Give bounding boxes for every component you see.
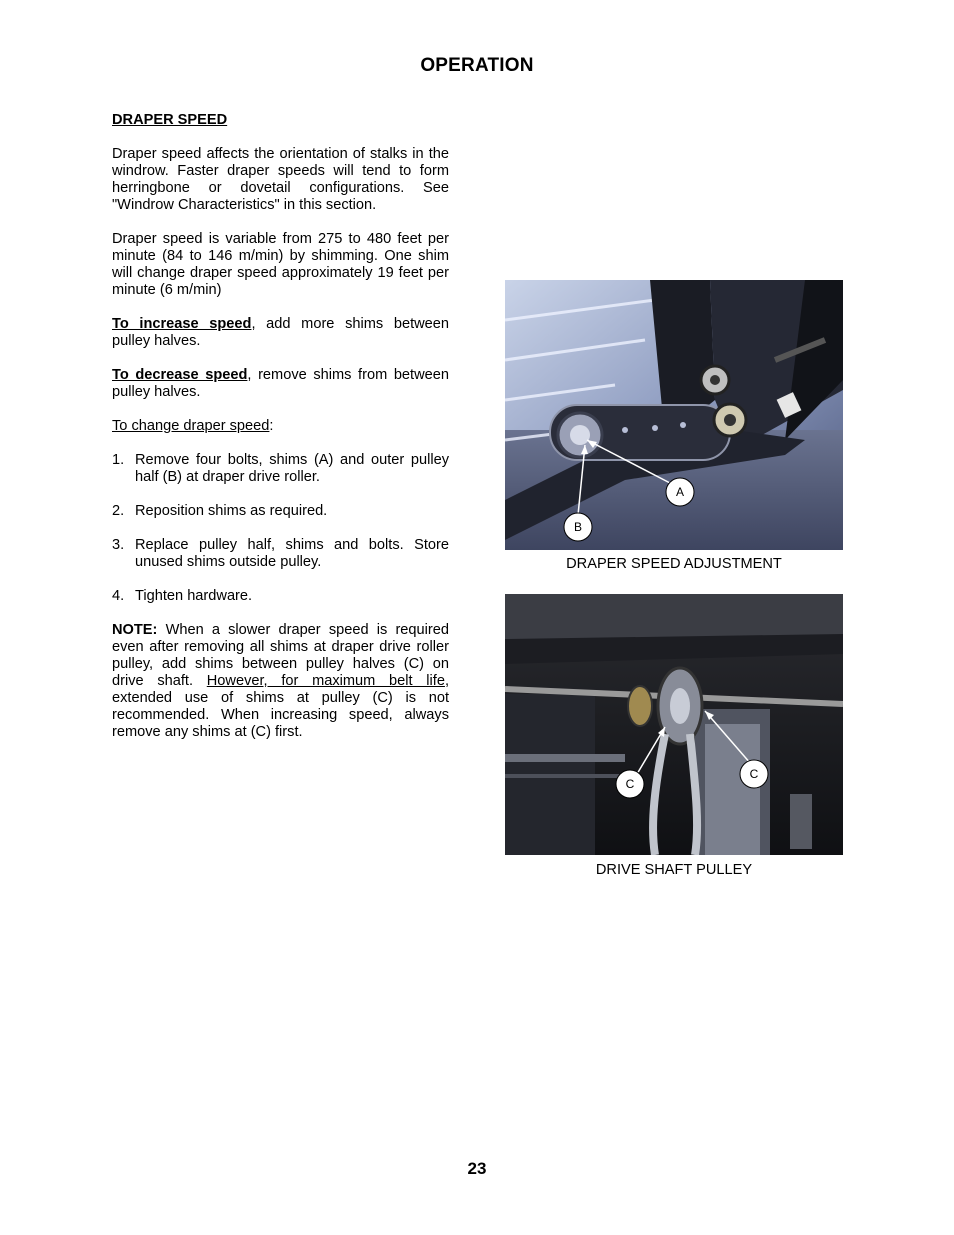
drive-shaft-pulley-photo xyxy=(505,594,843,855)
callout-c-right: C xyxy=(749,767,759,781)
page-title: OPERATION xyxy=(420,55,534,76)
step-text: Replace pulley half, shims and bolts. Store unused shims outside pulley. xyxy=(135,537,449,570)
paragraph-orientation: Draper speed affects the orientation of stalks in the windrow. Faster draper speeds will tend to form herringbone or dovetail configurations. See "Windrow Characteristics" in this section. xyxy=(112,146,449,213)
draper-speed-section xyxy=(112,112,449,758)
step-text: Reposition shims as required. xyxy=(135,503,328,519)
section-title: DRAPER SPEED xyxy=(112,112,228,128)
paragraph-decrease xyxy=(112,367,449,401)
note-text-2: , extended use of shims at pulley (C) is not recommended. When increasing speed, always remove any shims at (C) first. xyxy=(112,673,449,740)
steps-list xyxy=(112,452,449,605)
step-text: Remove four bolts, shims (A) and outer pulley half (B) at draper drive roller. xyxy=(135,452,449,485)
note-label: NOTE: xyxy=(112,622,158,638)
list-item xyxy=(112,452,449,486)
increase-speed-label: To increase speed xyxy=(112,316,252,332)
paragraph-increase xyxy=(112,316,449,350)
change-speed-label: To change draper speed xyxy=(112,418,270,434)
drive-shaft-pulley-photo-image xyxy=(505,594,843,855)
list-item xyxy=(112,503,449,520)
note-underlined-text: However, for maximum belt life xyxy=(206,673,445,689)
draper-speed-photo xyxy=(505,280,843,550)
increase-speed-text: , add more shims between pulley halves. xyxy=(112,316,450,349)
step-text: Tighten hardware. xyxy=(135,588,253,604)
decrease-speed-label: To decrease speed xyxy=(112,367,248,383)
paragraph-change xyxy=(112,418,449,435)
callout-c-left: C xyxy=(625,777,635,791)
page-number: 23 xyxy=(467,1159,487,1178)
callout-a: A xyxy=(675,485,685,499)
draper-speed-photo-image xyxy=(505,280,843,550)
step-number: 4. xyxy=(112,588,125,604)
change-speed-colon: : xyxy=(269,418,274,434)
step-number: 1. xyxy=(112,452,125,468)
figure-caption-drive-shaft: DRIVE SHAFT PULLEY xyxy=(595,862,753,878)
paragraph-speed-range: Draper speed is variable from 275 to 480 feet per minute (84 to 146 m/min) by shimming. One shim will change draper speed approximately 19 feet per minute (6 m/min) xyxy=(112,231,449,298)
list-item xyxy=(112,588,449,605)
callout-b: B xyxy=(573,520,583,534)
step-number: 3. xyxy=(112,537,125,553)
note-text-1: When a slower draper speed is required even after removing all shims at draper drive roller pulley, add shims between pulley halves (C) on drive shaft. xyxy=(112,622,449,689)
decrease-speed-text: , remove shims from between pulley halves. xyxy=(112,367,449,400)
note-paragraph xyxy=(112,622,449,741)
list-item xyxy=(112,537,449,571)
step-number: 2. xyxy=(112,503,125,519)
figure-caption-draper-speed: DRAPER SPEED ADJUSTMENT xyxy=(566,556,782,572)
